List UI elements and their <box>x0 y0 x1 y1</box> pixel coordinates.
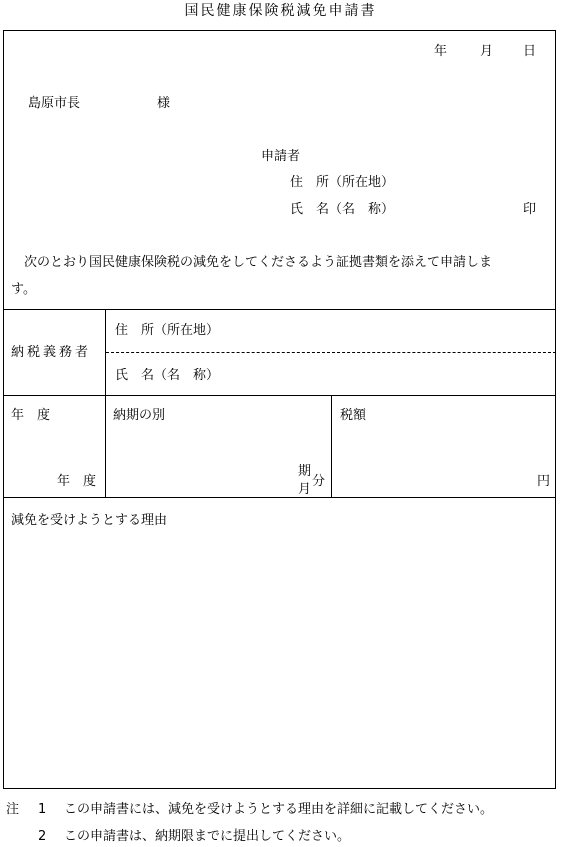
divider-taxinfo <box>3 497 556 498</box>
statement-line-1: 次のとおり国民健康保険税の減免をしてくださるよう証拠書類を添えて申請しま <box>24 255 493 270</box>
note-2-number: 2 <box>38 829 47 844</box>
fiscal-year-unit: 年 度 <box>57 474 97 489</box>
seal-mark: 印 <box>523 202 537 217</box>
date-month: 月 <box>480 44 494 59</box>
divider-col2 <box>331 395 332 497</box>
payment-period-label: 納期の別 <box>113 408 166 423</box>
notes-prefix: 注 <box>6 802 20 817</box>
divider-taxpayer <box>3 395 556 396</box>
statement-line-2: す。 <box>11 282 36 297</box>
note-1-text: この申請書には、減免を受けようとする理由を詳細に記載してください。 <box>64 802 494 817</box>
note-2-text: この申請書は、納期限までに提出してください。 <box>64 829 351 844</box>
divider-col1 <box>105 309 106 497</box>
period-bun: 分 <box>312 474 326 489</box>
yen-unit: 円 <box>537 474 551 489</box>
addressee: 島原市長 <box>28 96 81 111</box>
divider-taxpayer-dashed <box>106 352 556 353</box>
applicant-name-label: 氏 名（名 称） <box>290 202 395 217</box>
date-year: 年 <box>434 44 448 59</box>
fiscal-year-label: 年 度 <box>11 408 51 423</box>
taxpayer-name-label: 氏 名（名 称） <box>115 368 220 383</box>
taxpayer-address-label: 住 所（所在地） <box>115 323 220 338</box>
tax-amount-label: 税額 <box>340 408 367 423</box>
document-title: 国民健康保険税減免申請書 <box>184 3 377 19</box>
period-ki: 期 <box>298 464 312 479</box>
reason-label: 減免を受けようとする理由 <box>11 513 168 528</box>
note-1-number: 1 <box>38 802 47 817</box>
applicant-address-label: 住 所（所在地） <box>290 175 395 190</box>
divider-header <box>3 309 556 310</box>
form-frame <box>3 30 556 789</box>
addressee-honorific: 様 <box>157 96 171 111</box>
period-tsuki: 月 <box>298 482 312 497</box>
taxpayer-label: 納税義務者 <box>11 345 92 360</box>
date-day: 日 <box>523 44 537 59</box>
applicant-label: 申請者 <box>261 149 301 164</box>
